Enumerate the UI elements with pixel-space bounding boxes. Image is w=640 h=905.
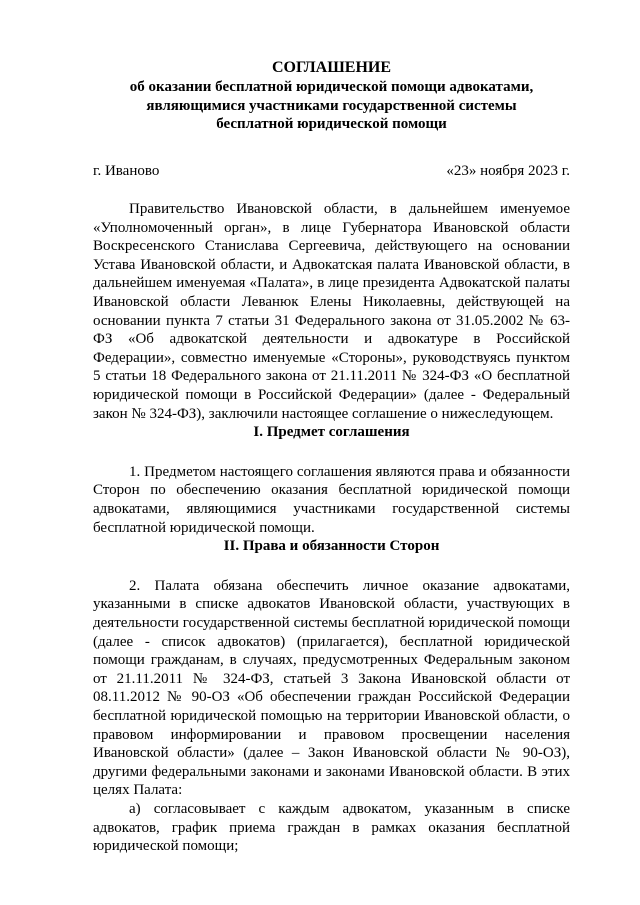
document-title-block (93, 58, 570, 134)
section-2-item-a: а) согласовывает с каждым адвокатом, указанным в списке адвокатов, график приема граждан в рамках оказания бесплатной юридической помощи; (93, 800, 570, 855)
section-1-heading: I. Предмет соглашения (253, 424, 410, 441)
document-subtitle-line-3: бесплатной юридической помощи (216, 116, 447, 132)
agreement-date: «23» ноября 2023 г. (446, 162, 570, 179)
document-subtitle-line-1: об оказании бесплатной юридической помощи адвокатами, (129, 79, 534, 95)
intro-paragraph: Правительство Ивановской области, в дальнейшем именуемое «Уполномоченный орган», в лице Губернатора Ивановской области Воскресенского Станислава Сергеевича, действующего на основании Устава Ивановской области, и Адвокатская палата Ивановской области, в дальнейшем именуемая «Палата», в лице президента Адвокатской палаты Ивановской области Леванюк Елены Николаевны, действующей на основании пункта 7 статьи 31 Федерального закона от 31.05.2002 № 63-ФЗ «Об адвокатской деятельности и адвокатуре в Российской Федерации», совместно именуемые «Стороны», руководствуясь пунктом 5 статьи 18 Федерального закона от 21.11.2011 № 324-ФЗ «О бесплатной юридической помощи в Российской Федерации» (далее - Федеральный закон № 324-ФЗ), заключили настоящее соглашение о нижеследующем. (93, 201, 570, 422)
document-subtitle-line-2: являющимися участниками государственной системы (146, 97, 517, 114)
section-1-paragraph: 1. Предметом настоящего соглашения являются права и обязанности Сторон по обеспечению оказания бесплатной юридической помощи адвокатами, являющимися участниками государственной системы бесплатной юридической помощи. (93, 463, 570, 536)
place-date-row (93, 162, 570, 181)
city: г. Иваново (93, 162, 160, 179)
section-2-paragraph: 2. Палата обязана обеспечить личное оказание адвокатами, указанными в списке адвокатов Ивановской области, участвующих в деятельности государственной системы бесплатной юридической помощи (далее - список адвокатов) (прилагается), бесплатной юридической помощи гражданам, в случаях, предусмотренных Федеральным законом от 21.11.2011 № 324-ФЗ, статьей 3 Закона Ивановской области от 08.11.2012 № 90-ОЗ «Об обеспечении граждан Российской Федерации бесплатной юридической помощью на территории Ивановской области, о правовом информировании и правовом просвещении населения Ивановской области» (далее – Закон Ивановской области № 90-ОЗ), другими федеральными законами и законами Ивановской области. В этих целях Палата: (93, 577, 570, 799)
document-title: СОГЛАШЕНИЕ (271, 59, 392, 76)
section-2-heading: II. Права и обязанности Сторон (223, 538, 440, 555)
